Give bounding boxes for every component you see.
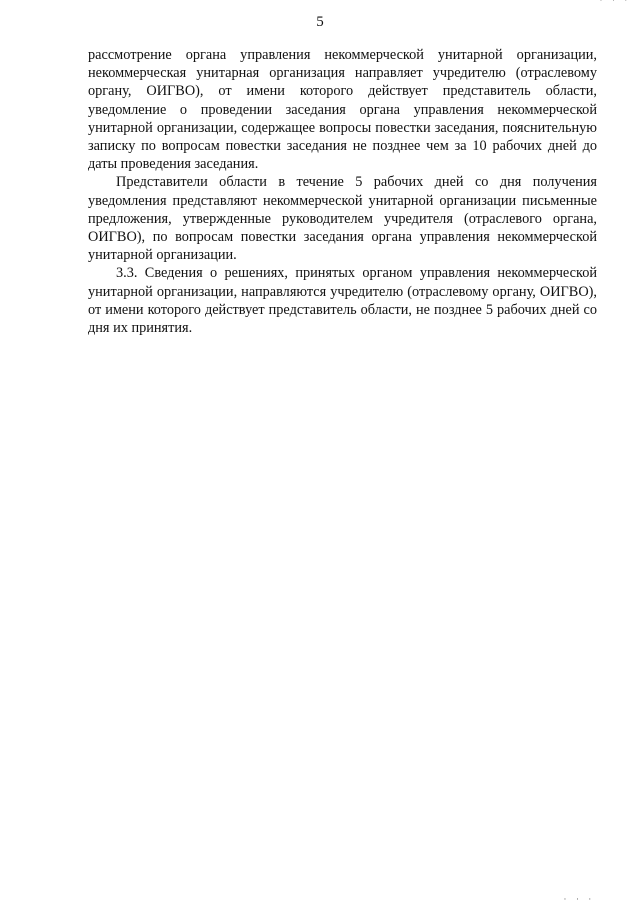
scan-artifact-bottom: ' ' ' [562, 897, 594, 905]
scan-artifact-top: ' ' ' [598, 0, 630, 6]
document-body [88, 46, 597, 337]
page-number: 5 [316, 14, 324, 30]
paragraph-continuation: рассмотрение органа управления некоммерческой унитарной организации, некоммерческая унитарная организация направляет учредителю (отраслевому органу, ОИГВО), от имени которого действует представитель области, уведомление о проведении заседания органа управления некоммерческой унитарной организации, содержащее вопросы повестки заседания, пояснительную записку по вопросам повестки заседания не позднее чем за 10 рабочих дней до даты проведения заседания. [88, 47, 597, 173]
paragraph-representatives: Представители области в течение 5 рабочих дней со дня получения уведомления представляют некоммерческой унитарной организации письменные предложения, утвержденные руководителем учредителя (отраслевого органа, ОИГВО), по вопросам повестки заседания органа управления некоммерческой унитарной организации. [88, 174, 597, 264]
paragraph-section-3-3: 3.3. Сведения о решениях, принятых органом управления некоммерческой унитарной организации, направляются учредителю (отраслевому органу, ОИГВО), от имени которого действует представитель области, не позднее 5 рабочих дней со дня их принятия. [88, 265, 597, 337]
